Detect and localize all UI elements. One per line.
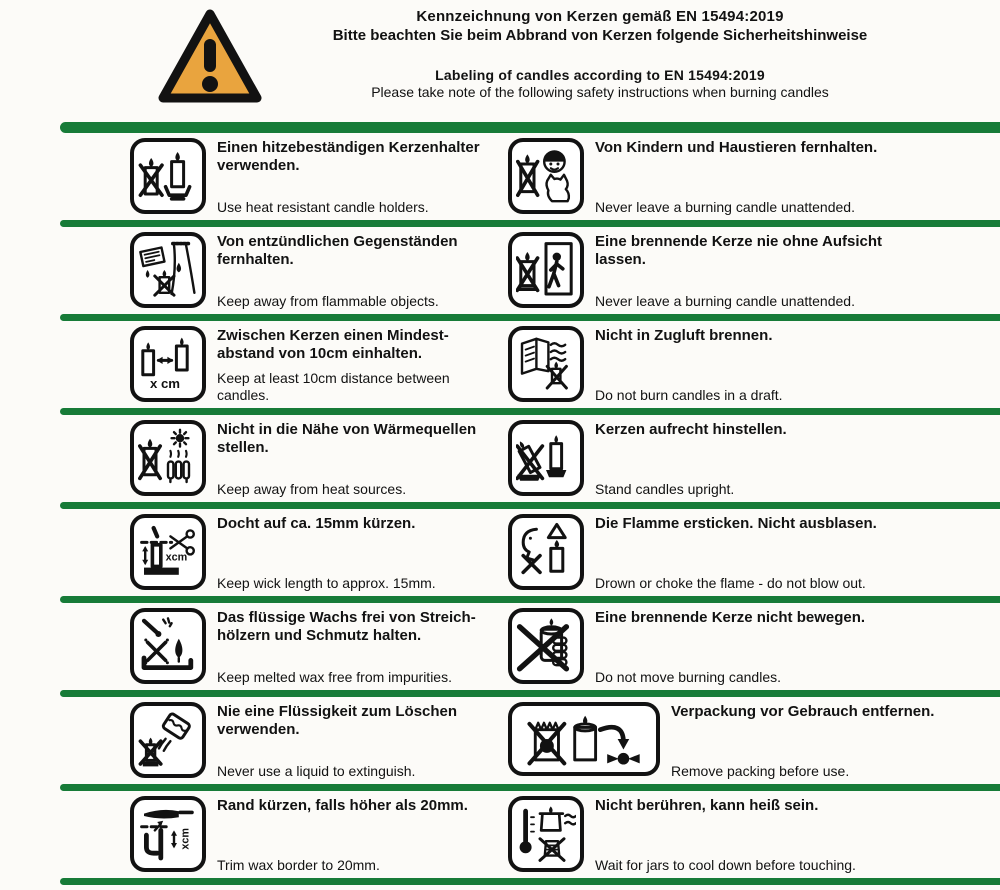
instruction-row — [0, 321, 1000, 408]
instruction-en: Drown or choke the flame - do not blow out. — [595, 575, 866, 592]
instruction-de: Einen hitzebeständigen Kerzenhalter verwenden. — [217, 139, 480, 175]
instruction-en: Trim wax border to 20mm. — [217, 857, 380, 874]
instruction-texts — [217, 702, 499, 780]
divider-bar — [60, 314, 1000, 321]
cell-heat-sources — [130, 420, 508, 499]
divider-bar — [60, 690, 1000, 697]
instruction-en: Never leave a burning candle unattended. — [595, 293, 855, 310]
instruction-en: Do not move burning candles. — [595, 669, 781, 686]
instruction-row — [0, 509, 1000, 596]
instruction-row — [0, 791, 1000, 878]
instruction-row — [0, 697, 1000, 784]
no-liquid-icon — [130, 702, 206, 778]
cell-draft — [508, 326, 994, 405]
instruction-texts — [217, 514, 499, 592]
cell-clean-wax — [130, 608, 508, 687]
instruction-de: Eine brennende Kerze nicht bewegen. — [595, 609, 866, 626]
instruction-de: Nicht in die Nähe von Wärmequellen stellen. — [217, 421, 477, 457]
trim-border-icon — [130, 796, 206, 872]
header — [0, 0, 1000, 122]
title-en: Labeling of candles according to EN 15494:2019 — [435, 66, 765, 83]
cell-trim-wick — [130, 514, 508, 593]
svg-text:x cm: x cm — [149, 376, 181, 391]
instruction-row — [0, 603, 1000, 690]
cell-candle-distance — [130, 326, 508, 405]
instruction-en: Wait for jars to cool down before touching. — [595, 857, 856, 874]
children-pets-icon — [508, 138, 584, 214]
instruction-row — [0, 415, 1000, 502]
cell-trim-border — [130, 796, 508, 875]
instruction-texts — [217, 420, 499, 498]
cell-do-not-move — [508, 608, 994, 687]
svg-text:xcm: xcm — [179, 827, 192, 850]
instruction-en: Never use a liquid to extinguish. — [217, 763, 416, 780]
candle-distance-icon — [130, 326, 206, 402]
instruction-de: Die Flamme ersticken. Nicht ausblasen. — [595, 515, 877, 532]
instruction-texts — [217, 138, 499, 216]
flammable-objects-icon — [130, 232, 206, 308]
divider-bar — [60, 502, 1000, 509]
instruction-texts — [217, 796, 499, 874]
divider-bar — [60, 878, 1000, 885]
instruction-de: Rand kürzen, falls höher als 20mm. — [217, 797, 468, 814]
instruction-row — [0, 133, 1000, 220]
cell-smother-flame — [508, 514, 994, 593]
clean-wax-icon — [130, 608, 206, 684]
unattended-candle-icon — [508, 232, 584, 308]
instruction-en: Never leave a burning candle unattended. — [595, 199, 855, 216]
instruction-en: Keep at least 10cm distance between candles. — [217, 370, 450, 404]
instruction-texts — [595, 796, 887, 874]
instruction-de: Eine brennende Kerze nie ohne Aufsicht lassen. — [595, 233, 882, 269]
divider-bar — [60, 122, 1000, 133]
instruction-texts — [217, 326, 499, 404]
instruction-en: Keep away from flammable objects. — [217, 293, 439, 310]
instruction-texts — [595, 326, 887, 404]
instruction-texts — [595, 420, 887, 498]
instruction-de: Von entzündlichen Gegenständen fernhalten. — [217, 233, 458, 269]
instruction-texts — [595, 608, 887, 686]
cell-heat-resistant-holder — [130, 138, 508, 217]
cell-unattended-candle — [508, 232, 994, 311]
instruction-texts — [217, 608, 499, 686]
divider-bar — [60, 596, 1000, 603]
upright-candle-icon — [508, 420, 584, 496]
instruction-en: Remove packing before use. — [671, 763, 850, 780]
svg-text:xcm: xcm — [165, 551, 188, 564]
instruction-texts — [595, 514, 887, 592]
title-de: Kennzeichnung von Kerzen gemäß EN 15494:2019 — [416, 8, 784, 25]
divider-bar — [60, 220, 1000, 227]
subtitle-en: Please take note of the following safety instructions when burning candles — [371, 84, 829, 101]
instruction-de: Nie eine Flüssigkeit zum Löschen verwenden. — [217, 703, 458, 739]
instruction-de: Nicht berühren, kann heiß sein. — [595, 797, 819, 814]
instruction-en: Keep melted wax free from impurities. — [217, 669, 452, 686]
instruction-texts — [595, 232, 887, 310]
header-text — [320, 0, 880, 101]
instruction-de: Das flüssige Wachs frei von Streich-hölzern und Schmutz halten. — [217, 609, 476, 645]
instruction-de: Von Kindern und Haustieren fernhalten. — [595, 139, 878, 156]
warning-triangle-icon — [156, 6, 264, 113]
hot-surface-icon — [508, 796, 584, 872]
trim-wick-icon — [130, 514, 206, 590]
instruction-en: Do not burn candles in a draft. — [595, 387, 783, 404]
divider-bar — [60, 408, 1000, 415]
cell-no-liquid — [130, 702, 508, 781]
instruction-en: Stand candles upright. — [595, 481, 735, 498]
instruction-de: Zwischen Kerzen einen Mindest-abstand von 10cm einhalten. — [217, 327, 449, 363]
cell-remove-packaging — [508, 702, 994, 781]
instruction-en: Keep away from heat sources. — [217, 481, 407, 498]
cell-children-pets — [508, 138, 994, 217]
draft-icon — [508, 326, 584, 402]
divider-bar — [60, 784, 1000, 791]
cell-hot-surface — [508, 796, 994, 875]
remove-packaging-icon — [508, 702, 660, 776]
instruction-de: Docht auf ca. 15mm kürzen. — [217, 515, 416, 532]
instruction-de: Kerzen aufrecht hinstellen. — [595, 421, 787, 438]
cell-upright-candle — [508, 420, 994, 499]
instruction-texts — [595, 138, 887, 216]
instruction-en: Keep wick length to approx. 15mm. — [217, 575, 436, 592]
instruction-de: Nicht in Zugluft brennen. — [595, 327, 773, 344]
instruction-en: Use heat resistant candle holders. — [217, 199, 429, 216]
heat-resistant-holder-icon — [130, 138, 206, 214]
subtitle-de: Bitte beachten Sie beim Abbrand von Kerzen folgende Sicherheitshinweise — [332, 27, 868, 45]
instruction-texts — [671, 702, 963, 780]
instruction-row — [0, 227, 1000, 314]
smother-flame-icon — [508, 514, 584, 590]
instruction-de: Verpackung vor Gebrauch entfernen. — [671, 703, 935, 720]
cell-flammable-objects — [130, 232, 508, 311]
heat-sources-icon — [130, 420, 206, 496]
do-not-move-icon — [508, 608, 584, 684]
instruction-texts — [217, 232, 499, 310]
